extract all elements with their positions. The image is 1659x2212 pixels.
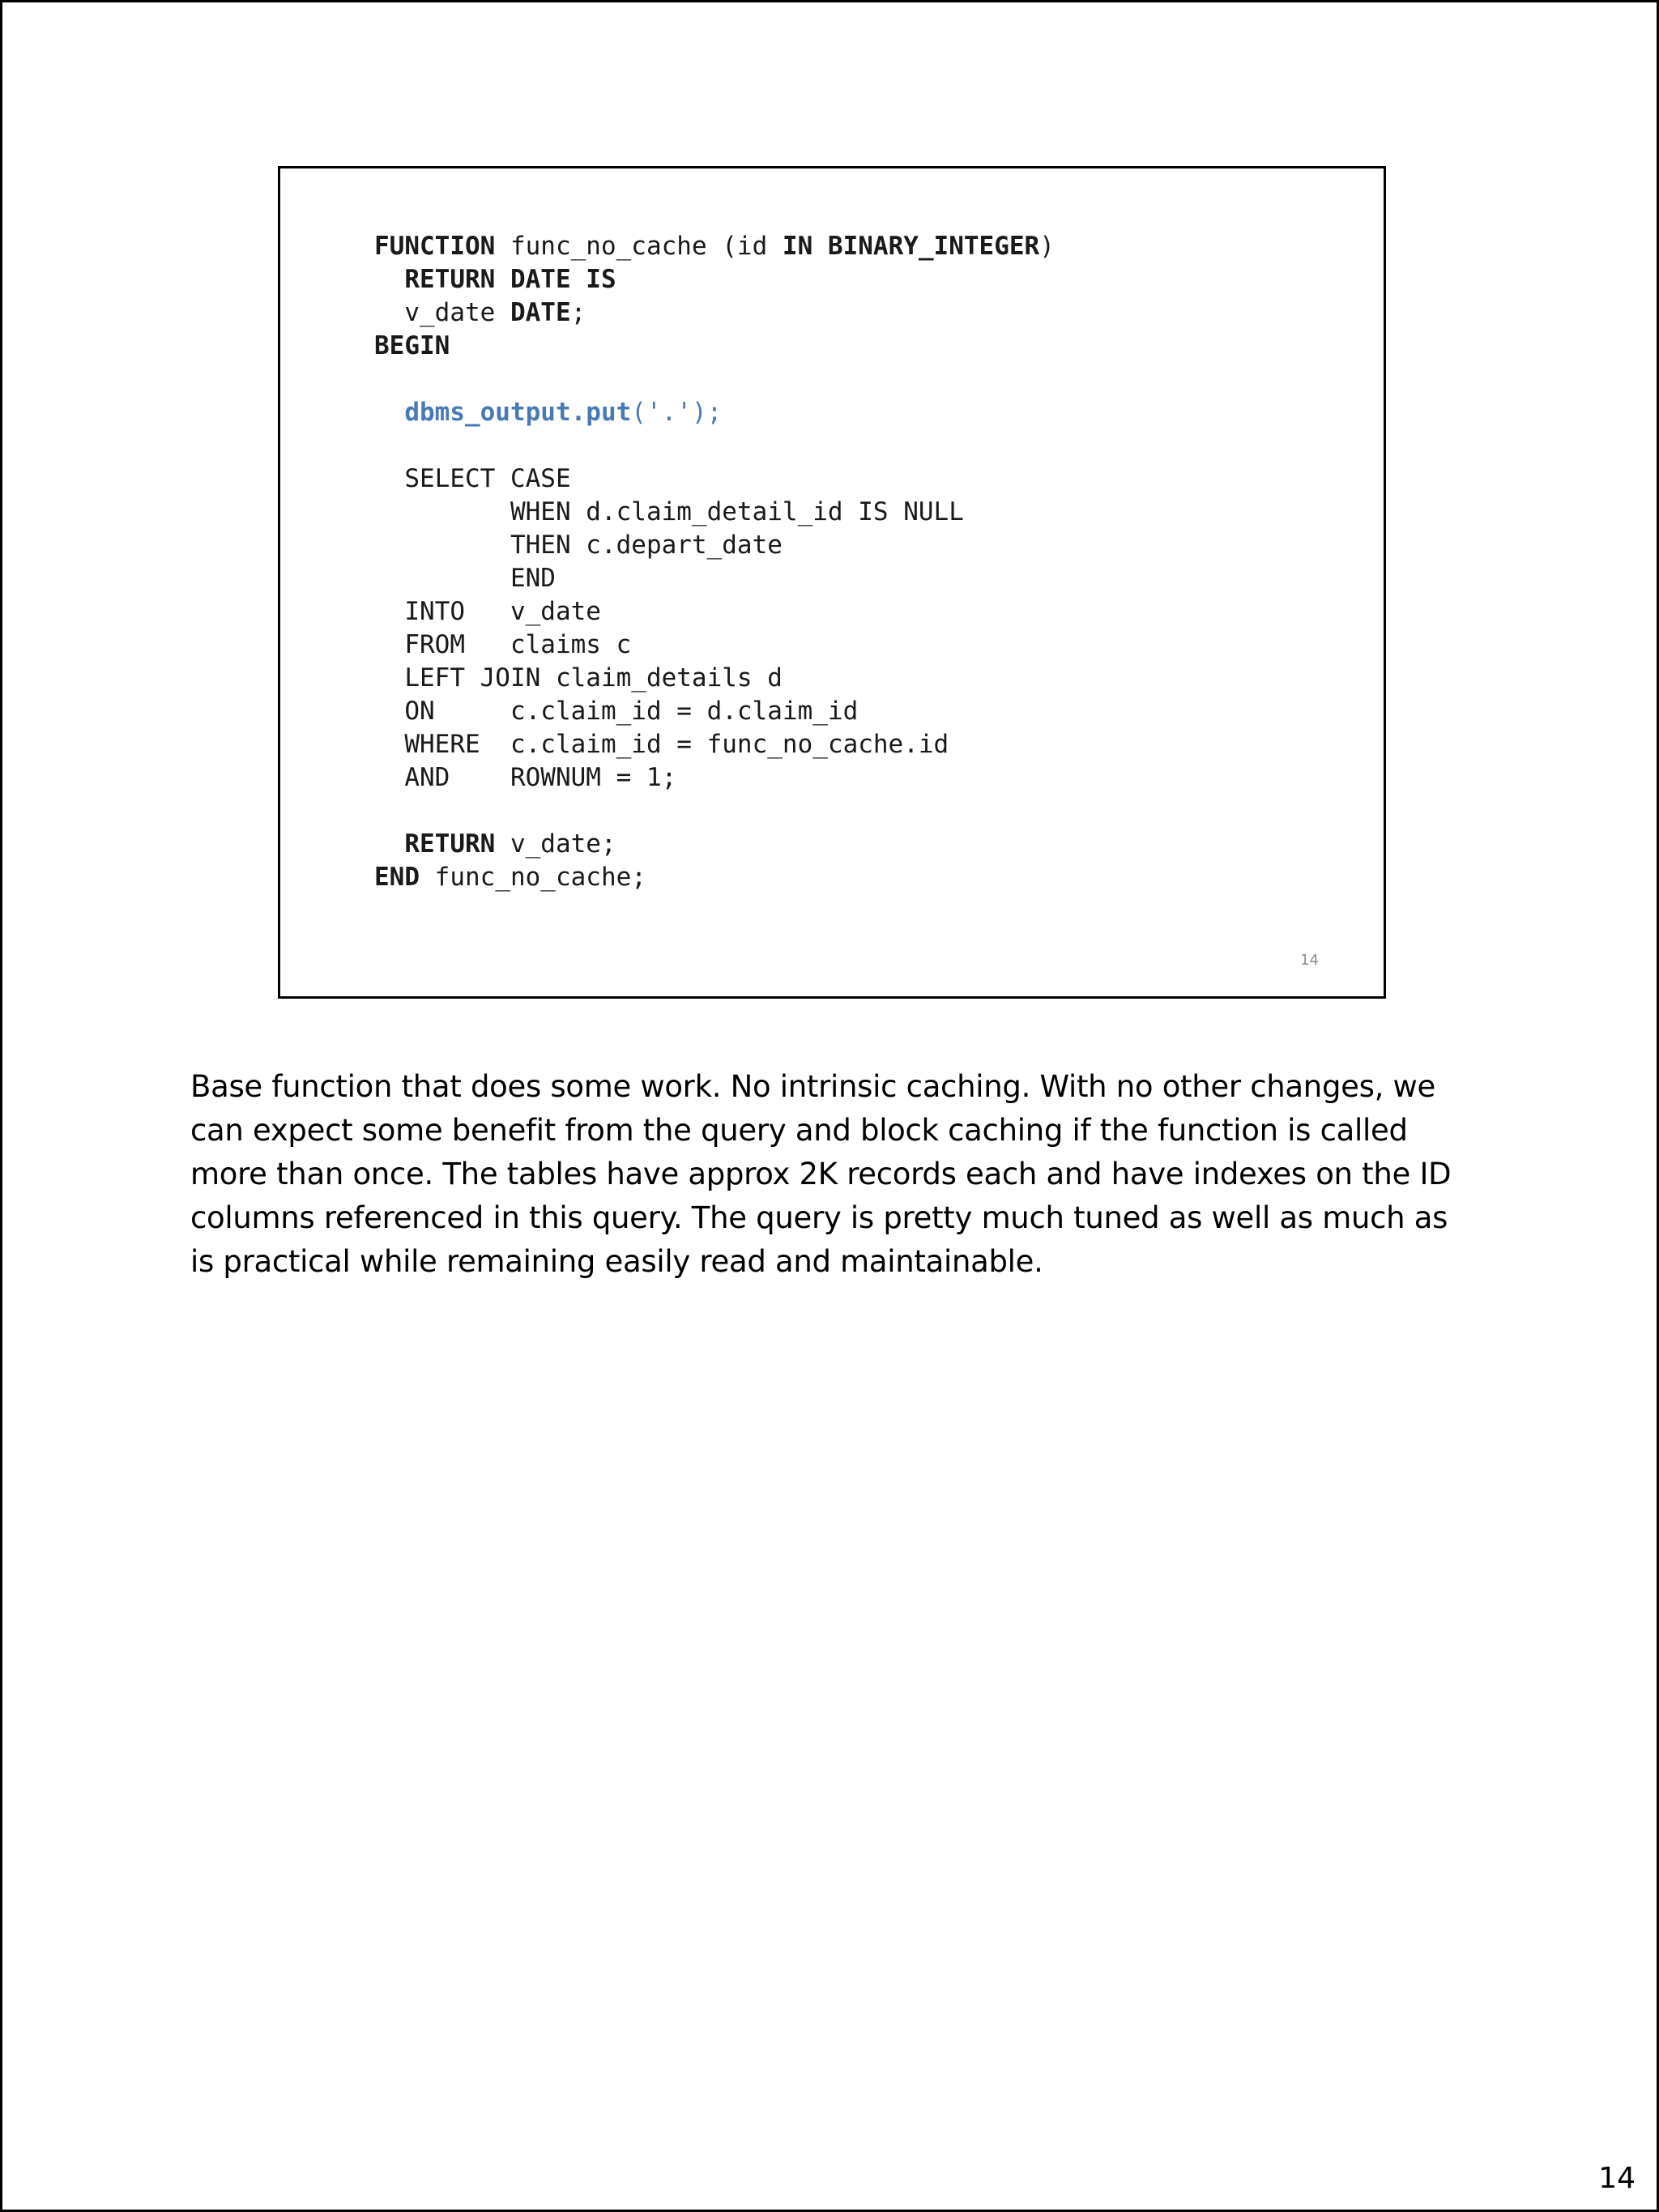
code-token: RETURN [404,829,496,859]
code-line [374,795,1055,828]
page-number: 14 [1598,2162,1636,2195]
code-token [374,829,404,859]
code-token: v_date [374,298,510,327]
code-token: ; [570,298,586,327]
code-token: WHEN d.claim_detail_id IS NULL [374,497,964,526]
code-line [374,828,1055,861]
code-token: LEFT JOIN claim_details d [374,663,783,693]
code-token: DATE [510,298,571,327]
code-line [374,396,1055,429]
code-line [374,462,1055,496]
code-token: dbms_output.put [404,398,632,427]
code-line [374,330,1055,363]
code-token: func_no_cache (id [495,232,783,261]
code-token: END [374,564,556,593]
code-token: AND ROWNUM = 1; [374,763,677,792]
code-line [374,230,1055,263]
code-block [374,230,1055,894]
code-line [374,861,1055,894]
code-line [374,296,1055,330]
code-token [374,398,404,427]
code-token: FROM claims c [374,630,632,659]
code-token: BEGIN [374,331,450,360]
code-line [374,529,1055,562]
slide-thumbnail [278,166,1386,999]
code-token: RETURN DATE IS [404,265,616,294]
code-token: IN BINARY_INTEGER [782,232,1040,261]
code-token: SELECT CASE [374,464,571,493]
code-line [374,662,1055,695]
code-line [374,263,1055,296]
slide-number: 14 [1300,952,1319,969]
code-line [374,629,1055,662]
code-token: FUNCTION [374,232,496,261]
code-line [374,595,1055,629]
code-token: ON c.claim_id = d.claim_id [374,697,859,726]
code-token: ) [1039,232,1055,261]
code-token: WHERE c.claim_id = func_no_cache.id [374,730,949,759]
code-token: v_date; [495,829,616,859]
code-token [374,265,404,294]
code-line [374,429,1055,462]
code-token: INTO v_date [374,597,601,626]
code-line [374,695,1055,728]
code-token: func_no_cache; [420,863,646,892]
code-line [374,761,1055,795]
code-line [374,562,1055,595]
code-line [374,728,1055,761]
code-token: ('.'); [631,398,723,427]
code-line [374,496,1055,529]
code-line [374,363,1055,396]
code-token: THEN c.depart_date [374,531,783,560]
speaker-notes: Base function that does some work. No intrinsic caching. With no other changes, we can expect some benefit from the query and block caching if the function is called more than once. The tables have approx 2K records each and have indexes on the ID columns referenced in this query. The query is pretty much tuned as well as much as is practical while remaining easily read and maintainable. [190,1069,1452,1279]
code-token: END [374,863,420,892]
